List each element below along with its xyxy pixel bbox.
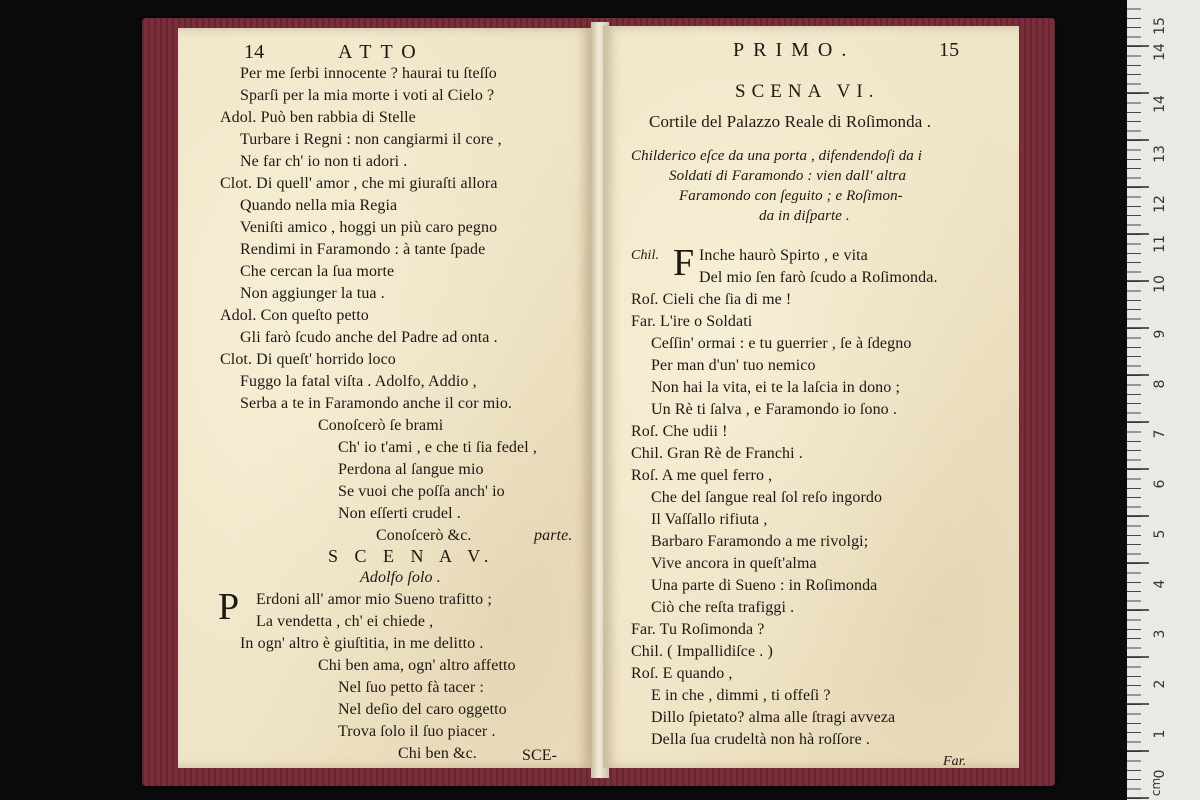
ruler-label: 1: [1152, 729, 1168, 739]
text-line: Clot. Di quell' amor , che mi giuraſti allora: [220, 175, 498, 192]
ruler-label: 7: [1152, 429, 1168, 439]
stage-direction: Childerico eſce da una porta , difendendoſi da i: [631, 148, 923, 164]
text-line: Serba a te in Faramondo anche il cor mio.: [240, 395, 513, 412]
text-line: Nel ſuo petto fà tacer :: [338, 679, 484, 696]
ruler-label: 15: [1152, 17, 1168, 35]
text-line: Roſ. Che udii !: [631, 423, 728, 440]
scene-heading: S C E N A V.: [328, 546, 495, 566]
text-line: Non eſſerti crudel .: [338, 505, 461, 522]
text-line: Adol. Può ben rabbia di Stelle: [220, 109, 416, 126]
ruler-label: 2: [1152, 679, 1168, 689]
text-line: Ne far ch' io non ti adori .: [240, 153, 408, 170]
text-line: Per man d'un' tuo nemico: [651, 357, 816, 374]
text-line: Dillo ſpietato? alma alle ſtragi avveza: [651, 709, 896, 726]
text-line: Una parte di Sueno : in Roſimonda: [651, 577, 878, 594]
stage-direction: parte.: [534, 527, 573, 544]
text-line: Far. Tu Roſimonda ?: [631, 621, 765, 638]
page-number-right: 15: [939, 39, 960, 61]
ruler-label: 3: [1152, 629, 1168, 639]
left-page: [178, 28, 592, 768]
drop-cap: F: [673, 242, 695, 284]
scene-setting: Cortile del Palazzo Reale di Roſimonda .: [649, 112, 932, 131]
stage-direction: Soldati di Faramondo : vien dall' altra: [669, 168, 907, 184]
text-line: La vendetta , ch' ei chiede ,: [256, 613, 434, 630]
text-line: Vive ancora in queſt'alma: [651, 555, 817, 572]
text-line: Rendimi in Faramondo : à tante ſpade: [240, 241, 486, 258]
text-line: Roſ. A me quel ferro ,: [631, 467, 773, 484]
ruler-label: 12: [1152, 195, 1168, 213]
text-line: Gli farò ſcudo anche del Padre ad onta .: [240, 329, 498, 346]
text-line: Che del ſangue real ſol reſo ingordo: [651, 489, 883, 506]
text-line: Conoſcerò ſe brami: [318, 417, 444, 434]
ruler-label: 0: [1152, 769, 1168, 779]
text-line: Chil. Gran Rè de Franchi .: [631, 445, 803, 462]
text-line: Trova ſolo il ſuo piacer .: [338, 723, 496, 740]
ruler-label: 4: [1152, 579, 1168, 589]
running-head-right: PRIMO.: [733, 39, 856, 61]
text-line: Clot. Di queſt' horrido loco: [220, 351, 396, 368]
text-line: Chi ben &c.: [398, 745, 477, 762]
text-line: Chi ben ama, ogn' altro affetto: [318, 657, 516, 674]
ruler-label: 6: [1152, 479, 1168, 489]
text-line: Se vuoi che poſſa anch' io: [338, 483, 505, 500]
text-line: E in che , dimmi , ti offeſi ?: [651, 687, 831, 704]
ruler-label: 10: [1152, 275, 1168, 293]
text-line: Ciò che reſta trafiggi .: [651, 599, 795, 616]
ruler-label: 5: [1152, 529, 1168, 539]
text-line: Che cercan la ſua morte: [240, 263, 395, 280]
stage-direction: da in diſparte .: [759, 208, 850, 224]
ruler-label: 13: [1152, 145, 1168, 163]
text-line: Adol. Con queſto petto: [220, 307, 369, 324]
text-line: Del mio ſen farò ſcudo a Roſimonda.: [699, 269, 938, 286]
right-page: [603, 26, 1019, 768]
text-line: Roſ. Cieli che ſia di me !: [631, 291, 792, 308]
scene-heading: SCENA VI.: [735, 81, 880, 102]
text-line: Conoſcerò &c.: [376, 527, 472, 544]
text-line: Erdoni all' amor mio Sueno trafitto ;: [256, 591, 492, 608]
catchword: Far.: [943, 754, 967, 768]
text-line: Fuggo la fatal viſta . Adolfo, Addio ,: [240, 373, 477, 390]
text-line: Perdona al ſangue mio: [338, 461, 484, 478]
running-head-left: ATTO: [338, 41, 425, 63]
text-line: Ch' io t'ami , e che ti ſia fedel ,: [338, 439, 537, 456]
text-line: Non hai la vita, ei te la laſcia in dono ;: [651, 379, 901, 396]
stage-direction: Faramondo con ſeguito ; e Roſimon-: [679, 188, 903, 204]
text-line: Non aggiunger la tua .: [240, 285, 385, 302]
text-line: In ogn' altro è giuſtitia, in me delitto .: [240, 635, 484, 652]
drop-cap: P: [218, 586, 240, 628]
text-line: Sparſi per la mia morte i voti al Cielo ?: [240, 87, 495, 104]
text-line: Ceſſin' ormai : e tu guerrier , ſe à ſdegno: [651, 335, 912, 352]
ruler-label: 11: [1152, 235, 1168, 253]
ruler-unit: cm: [1149, 777, 1164, 797]
measurement-ruler: [1127, 0, 1200, 800]
text-line: Per me ſerbi innocente ? haurai tu ſteſſo: [240, 65, 497, 82]
text-line: Nel deſio del caro oggetto: [338, 701, 507, 718]
text-line: Un Rè ti ſalva , e Faramondo io ſono .: [651, 401, 897, 418]
ruler-label: 8: [1152, 379, 1168, 389]
scene-subtitle: Adolfo ſolo .: [360, 569, 441, 586]
text-line: Barbaro Faramondo a me rivolgi;: [651, 533, 869, 550]
text-line: Chil. ( Impallidiſce . ): [631, 643, 773, 660]
text-line: Della ſua crudeltà non hà roſſore .: [651, 731, 870, 748]
ruler-label: 14: [1152, 95, 1168, 113]
speaker-label: Chil.: [631, 248, 660, 263]
ruler-label: 9: [1152, 329, 1168, 339]
text-line: Roſ. E quando ,: [631, 665, 733, 682]
text-line: Quando nella mia Regia: [240, 197, 398, 214]
text-line: Veniſti amico , hoggi un più caro pegno: [240, 219, 498, 236]
text-line: Inche haurò Spirto , e vita: [699, 247, 868, 264]
ruler-label: 14: [1152, 43, 1168, 61]
text-line: Far. L'ire o Soldati: [631, 313, 753, 330]
text-line: Il Vaſſallo rifiuta ,: [651, 511, 768, 528]
catchword: SCE-: [522, 747, 558, 764]
text-line: Turbare i Regni : non cangiarmi il core ,: [240, 131, 502, 148]
page-number-left: 14: [244, 41, 265, 63]
ruler-major-ticks: [1127, 0, 1149, 800]
